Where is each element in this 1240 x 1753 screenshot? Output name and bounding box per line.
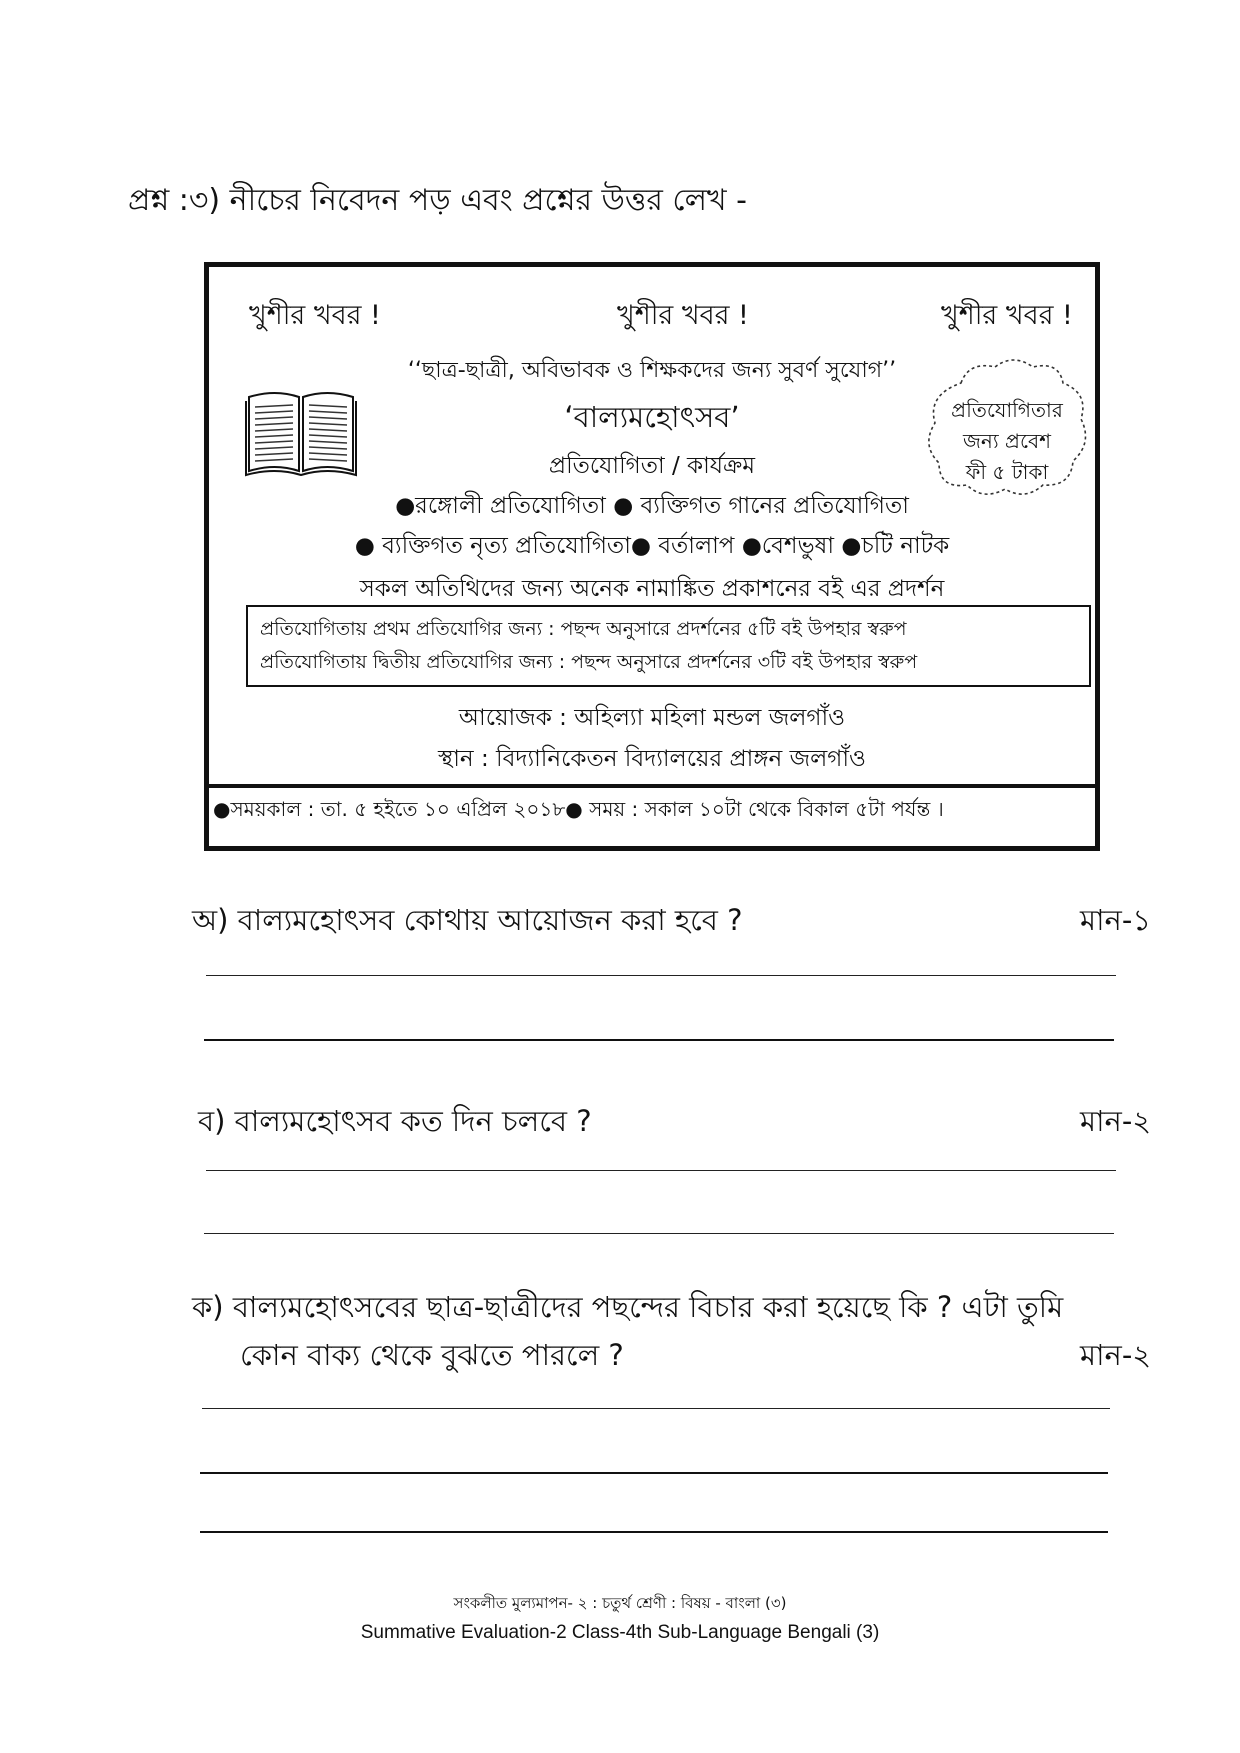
answer-line[interactable] <box>200 1472 1108 1474</box>
prize-second: প্রতিযোগিতায় দ্বিতীয় প্রতিযোগির জন্য : পছন্দ অনুসারে প্রদর্শনের ৩টি বই উপহার স্বরুপ <box>260 651 918 673</box>
question-heading: প্রশ্ন :৩) নীচের নিবেদন পড় এবং প্রশ্নের উত্তর লেখ - <box>128 183 747 218</box>
fee-line-3: ফী ৫ টাকা <box>965 460 1049 484</box>
headline-left: খুশীর খবর ! <box>249 300 381 331</box>
festival-name: ‘বাল্যমহোৎসব’ <box>564 400 740 434</box>
marks-c: মান-২ <box>1080 1338 1152 1372</box>
organizer: আয়োজক : অহিল্যা মহিলা মন্ডল জলগাঁও <box>458 705 846 731</box>
question-a: অ) বাল্যমহোৎসব কোথায় আয়োজন করা হবে ? <box>192 903 743 937</box>
answer-line[interactable] <box>206 975 1116 976</box>
footer-english: Summative Evaluation-2 Class-4th Sub-Language Bengali (3) <box>360 1622 880 1643</box>
notice-box <box>204 262 1100 851</box>
open-book-icon <box>245 387 357 477</box>
tagline: ‘‘ছাত্র-ছাত্রী, অবিভাবক ও শিক্ষকদের জন্য সুবর্ণ সুযোগ’’ <box>407 358 897 383</box>
answer-line[interactable] <box>206 1170 1116 1171</box>
prize-box <box>246 605 1091 687</box>
question-c-line-1: ক) বাল্যমহোৎসবের ছাত্র-ছাত্রীদের পছন্দের বিচার করা হয়েছে কি ? এটা তুমি <box>192 1290 1064 1324</box>
notice-divider <box>209 784 1095 788</box>
events-line-1: ●রঙ্গোলী প্রতিযোগিতা ● ব্যক্তিগত গানের প্রতিযোগিতা <box>395 493 909 519</box>
answer-line[interactable] <box>202 1408 1110 1409</box>
marks-b: মান-২ <box>1080 1104 1152 1138</box>
fee-line-1: প্রতিযোগিতার <box>951 398 1063 422</box>
venue: স্থান : বিদ্যানিকেতন বিদ্যালয়ের প্রাঙ্গন জলগাঁও <box>438 746 866 772</box>
headline-right: খুশীর খবর ! <box>941 300 1073 331</box>
footer-bengali: সংকলীত মুল্যমাপন- ২ : চতুর্থ শ্রেণী : বিষয় - বাংলা (৩) <box>453 1594 787 1612</box>
question-c-line-2: কোন বাক্য থেকে বুঝতে পারলে ? <box>240 1338 624 1372</box>
program-subheading: প্রতিযোগিতা / কার্যক্রম <box>548 453 756 479</box>
exhibition-line: সকল অতিথিদের জন্য অনেক নামাঙ্কিত প্রকাশনের বই এর প্রদর্শন <box>359 576 945 602</box>
marks-a: মান-১ <box>1080 903 1152 937</box>
headline-center: খুশীর খবর ! <box>617 300 749 331</box>
fee-line-2: জন্য প্রবেশ <box>963 429 1051 453</box>
prize-first: প্রতিযোগিতায় প্রথম প্রতিযোগির জন্য : পছন্দ অনুসারে প্রদর্শনের ৫টি বই উপহার স্বরুপ <box>260 618 907 640</box>
answer-line[interactable] <box>204 1233 1114 1234</box>
answer-line[interactable] <box>204 1039 1114 1041</box>
entry-fee-cloud <box>921 353 1093 503</box>
timing-row: ●সময়কাল : তা. ৫ হইতে ১০ এপ্রিল ২০১৮● সময় : সকাল ১০টা থেকে বিকাল ৫টা পর্যন্ত । <box>213 797 944 821</box>
events-line-2: ● ব্যক্তিগত নৃত্য প্রতিযোগিতা● বর্তালাপ ●বেশভুষা ●চটি নাটক <box>354 533 950 559</box>
answer-line[interactable] <box>200 1531 1108 1533</box>
question-b: ব) বাল্যমহোৎসব কত দিন চলবে ? <box>198 1104 592 1138</box>
